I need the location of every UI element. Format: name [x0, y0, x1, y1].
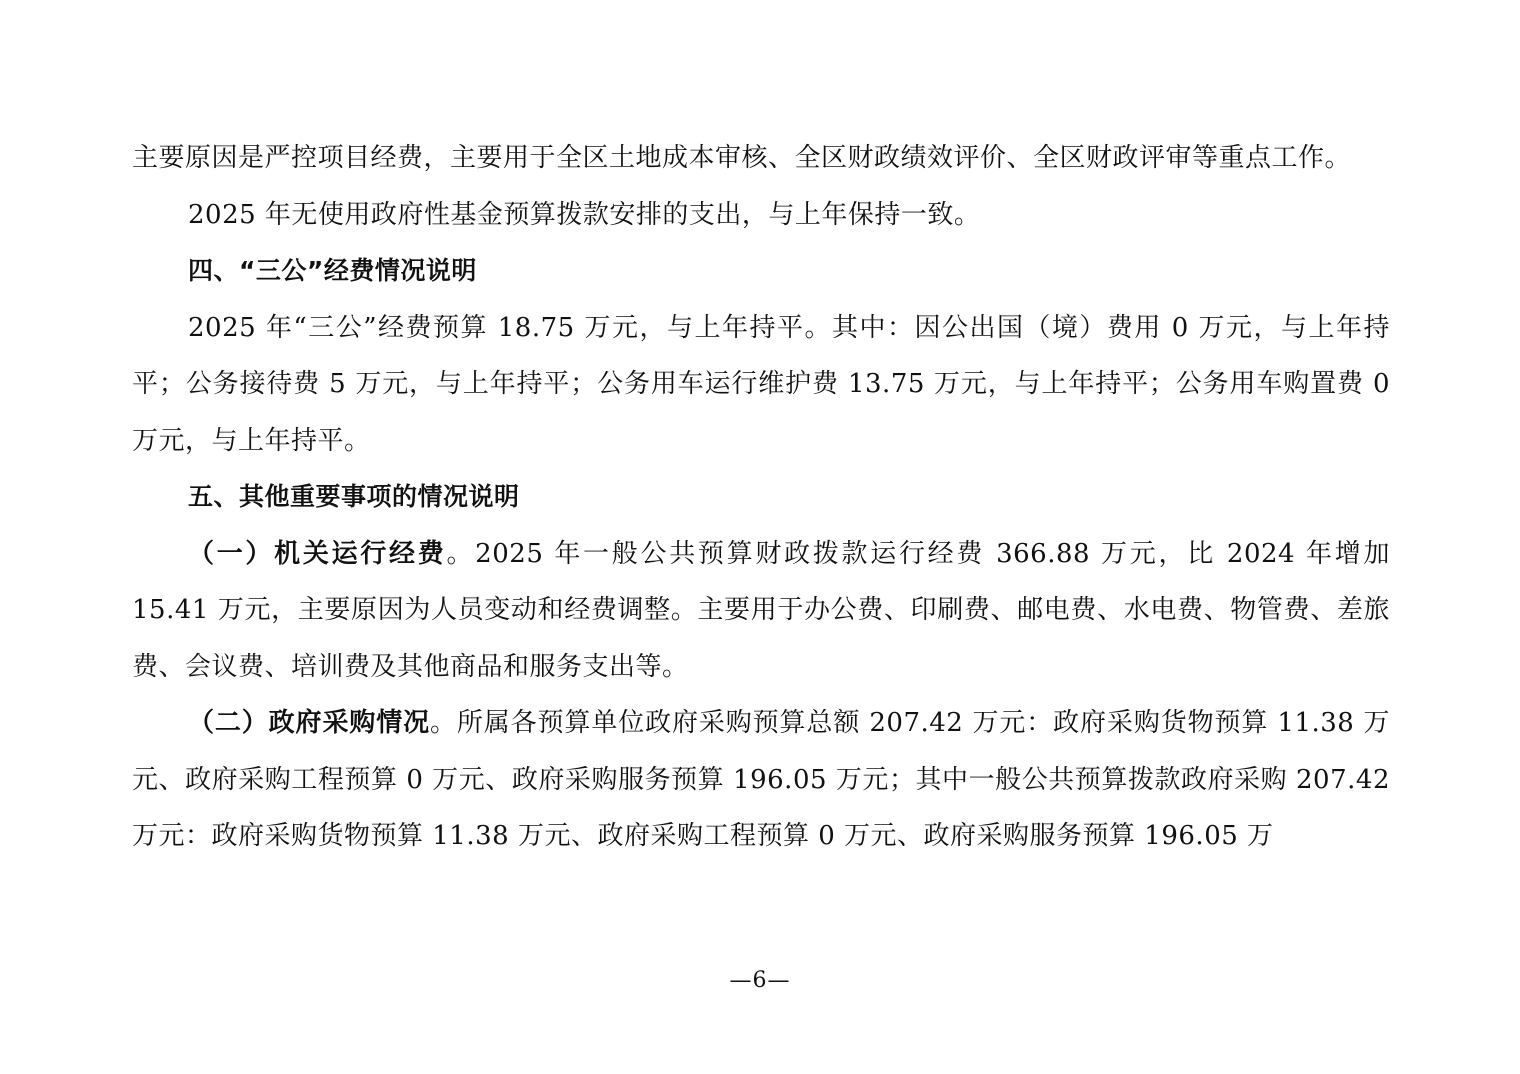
- document-body: [132, 130, 1390, 865]
- paragraph-government-fund: 2025 年无使用政府性基金预算拨款安排的支出，与上年保持一致。: [188, 199, 981, 230]
- heading-other-matters: 五、其他重要事项的情况说明: [188, 482, 520, 511]
- paragraph-government-procurement: [132, 695, 1390, 865]
- paragraph-agency-operating-funds: [132, 526, 1390, 696]
- page-number: —6—: [729, 968, 791, 993]
- agency-operating-funds-text: 。2025 年一般公共预算财政拨款运行经费 366.88 万元，比 2024 年增加 15.41 万元，主要原因为人员变动和经费调整。主要用于办公费、印刷费、邮电费、水电费、物管费、差旅费、会议费、培训费及其他商品和服务支出等。: [132, 538, 1390, 682]
- heading-three-public-expenses: 四、“三公”经费情况说明: [188, 256, 477, 285]
- paragraph-project-funds-reason: 主要原因是严控项目经费，主要用于全区土地成本审核、全区财政绩效评价、全区财政评审等重点工作。: [132, 143, 1352, 173]
- government-procurement-text: 。所属各预算单位政府采购预算总额 207.42 万元：政府采购货物预算 11.38 万元、政府采购工程预算 0 万元、政府采购服务预算 196.05 万元；其中一般公共预算拨款政府采购 207.42 万元：政府采购货物预算 11.38 万元、政府采购工程预算 0 万元、政府采购服务预算 196.05 万: [132, 708, 1390, 851]
- sub-label-government-procurement: （二）政府采购情况: [188, 708, 430, 738]
- paragraph-three-public-expenses: 2025 年“三公”经费预算 18.75 万元，与上年持平。其中：因公出国（境）费用 0 万元，与上年持平；公务接待费 5 万元，与上年持平；公务用车运行维护费 13.75 万元，与上年持平；公务用车购置费 0 万元，与上年持平。: [132, 312, 1390, 456]
- sub-label-agency-operating-funds: （一）机关运行经费: [188, 538, 447, 569]
